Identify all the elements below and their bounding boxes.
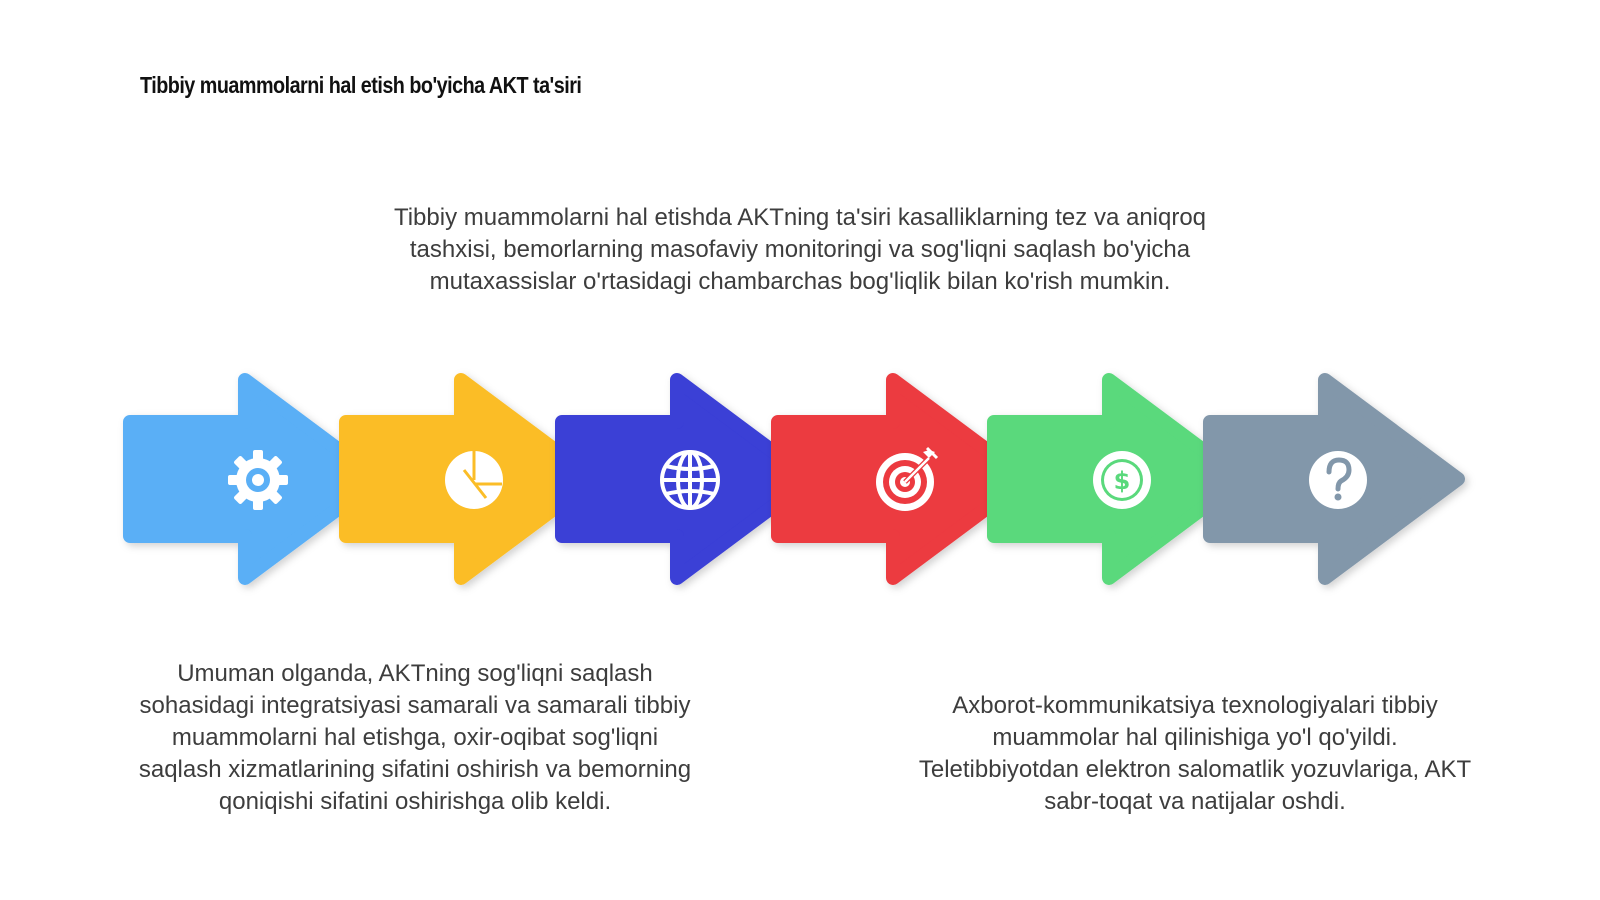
pie-chart-icon <box>445 451 503 509</box>
conclusion-text: Umuman olganda, AKTning sog'liqni saqlash sohasidagi integratsiyasi samarali va samarali tibbiy muammolarni hal etishga, oxir-oqibat sog'liqni saqlash xizmatlarining sifatini oshirish va bemorning qoniqishi sifatini oshirishga olib keldi. <box>138 660 692 815</box>
page-title: Tibbiy muammolarni hal etish bo'yicha AKT ta'siri <box>140 72 582 98</box>
question-mark-icon <box>1309 451 1367 509</box>
dollar-coin-icon <box>1093 451 1151 509</box>
globe-icon <box>662 452 718 508</box>
summary-text: Axborot-kommunikatsiya texnologiyalari tibbiy muammolar hal qilinishiga yo'l qo'yildi. Teletibbiyotdan elektron salomatlik yozuvlariga, AKT sabr-toqat va natijalar oshdi. <box>918 692 1472 815</box>
intro-text: Tibbiy muammolarni hal etishda AKTning ta'siri kasalliklarning tez va aniqroq tashxisi, bemorlarning masofaviy monitoringi va sog'liqni saqlash bo'yicha mutaxassislar o'rtasidagi chambarchas bog'liqlik bilan ko'rish mumkin. <box>393 204 1207 295</box>
svg-text:$: $ <box>1113 467 1131 495</box>
gear-icon <box>228 450 288 510</box>
